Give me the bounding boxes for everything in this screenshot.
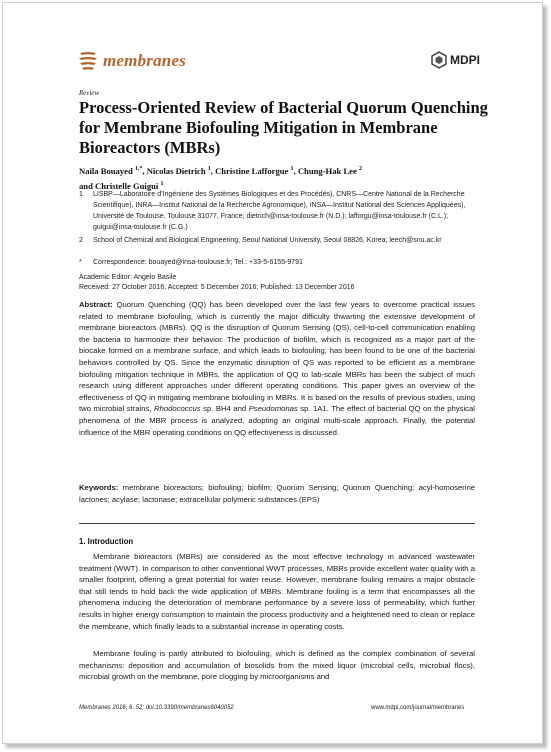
abstract: Abstract: Quorum Quenching (QQ) has been developed over the last few years to overcome practical issues related to membrane biofouling, which is currently the major difficulty thwarting the extensive development of membrane bioreactors (MBRs). QQ is the disruption of Quorum Sensing (QS), cell-to-cell communication enabling the bacteria to harmonize their behavior. The production of biofilm, which is recognized as a major part of the biocake formed on a membrane surface, and which leads to biofouling, has been found to be one of the bacterial behaviors controlled by QS. Since the enzymatic disruption of QS was reported to be efficient as a membrane biofouling mitigation technique in MBRs, the application of QQ to lab-scale MBRs has been the subject of much research using different approaches under different operating conditions. This paper gives an overview of the effectiveness of QQ in mitigating membrane biofouling in MBRs. It is based on the results of previous studies, using two microbial strains, Rhodococcus sp. BH4 and Pseudomonas sp. 1A1. The effect of bacterial QQ on the physical phenomena of the MBR process is analyzed, adopting an original multi-scale approach. Finally, the potential influence of the MBR operating conditions on QQ effectiveness is discussed. [79, 300, 476, 437]
author: Chung-Hak Lee $^2$ [297, 165, 362, 176]
correspondence: * Correspondence: bouayed@insa-toulouse.fr; Tel.: +33-5-6155-9791 [79, 259, 303, 266]
affiliation: 1 LISBP—Laboratoire d’Ingénierie des Systèmes Biologiques et des Procédés), CNRS—Centre National de la Recherche Scientifique), INRA—Institut National de la Recherche Agronomique), INSA—Institut National des Sciences Appliquées), Université de Toulouse, Toulouse 31077, France; dietrich@insa-toulouse.fr (N.D.); lafforgu@insa-toulouse.fr (C.L.); guigui@insa-toulouse.fr (C.G.) [79, 191, 466, 231]
academic-editor: Academic Editor: Angelo Basile [79, 274, 177, 281]
author: Nicolas Dietrich $^1$ [146, 165, 211, 176]
journal-logo [77, 51, 186, 71]
mdpi-hexagon-icon [431, 51, 447, 69]
author: Christelle Guigui $^1$ [95, 180, 164, 191]
publication-dates: Received: 27 October 2016; Accepted: 5 December 2016; Published: 13 December 2016 [79, 284, 355, 291]
paper-title: Process-Oriented Review of Bacterial Quorum Quenching for Membrane Biofouling Mitigation in Membrane Bioreactors (MBRs) [79, 98, 488, 157]
author: Naila Bouayed $^{1,*}$ [79, 165, 143, 176]
membranes-logo-icon [77, 51, 99, 71]
keywords: Keywords: membrane bioreactors; biofouling; biofilm; Quorum Sensing; Quorum Quenching; acyl-homoserine lactones; acylase; lactonase; extracellular polymeric substances (EPS) [79, 483, 475, 504]
affiliation: 2 School of Chemical and Biological Engineering, Seoul National University, Seoul 08826, Korea; leech@snu.ac.kr [79, 237, 442, 244]
publisher-logo [431, 51, 480, 69]
section-divider [79, 523, 475, 524]
paper-page [2, 2, 543, 744]
journal-url[interactable]: www.mdpi.com/journal/membranes [371, 705, 465, 711]
author-list: Naila Bouayed $^{1,*}$, Nicolas Dietrich $^1$, Christine Lafforgue $^1$, Chung-Hak Lee $^2$ and Christelle Guigui $^1$ [79, 165, 362, 191]
body-paragraph: Membrane fouling is partly attributed to biofouling, which is defined as the complex combination of several mechanisms: deposition and accumulation of biosolids from the mixed liquor (microbial cells, microbial flocs), microbial growth on the membrane, pore clogging by microorganisms and [79, 649, 475, 682]
author: Christine Lafforgue $^1$ [215, 165, 294, 176]
journal-name: membranes [103, 51, 187, 70]
body-paragraph: Membrane bioreactors (MBRs) are considered as the most effective technology in advanced wastewater treatment (WWT). In comparison to other conventional WWT processes, MBRs provide excellent water quality with a smaller footprint, offering a great potential for water reuse. However, membrane fouling remains a major obstacle that still tends to hold back the wide application of MBRs. Membrane fouling is a term that encompasses all the phenomena inducing the deterioration of membrane performance by a severe loss of permeability, which further results in higher energy consumption to maintain the process productivity and a heightened need to clean or replace the membrane, which finally leads to a substantial increase in operating costs. [79, 552, 475, 631]
abstract-label: Abstract: [79, 300, 113, 309]
keywords-label: Keywords: [79, 483, 119, 492]
publisher-name: MDPI [450, 53, 480, 67]
citation-footer: Membranes 2016, 6, 52; doi:10.3390/membranes6040052 [79, 705, 234, 711]
section-heading: 1. Introduction [79, 537, 134, 546]
article-type: Review [79, 89, 100, 97]
